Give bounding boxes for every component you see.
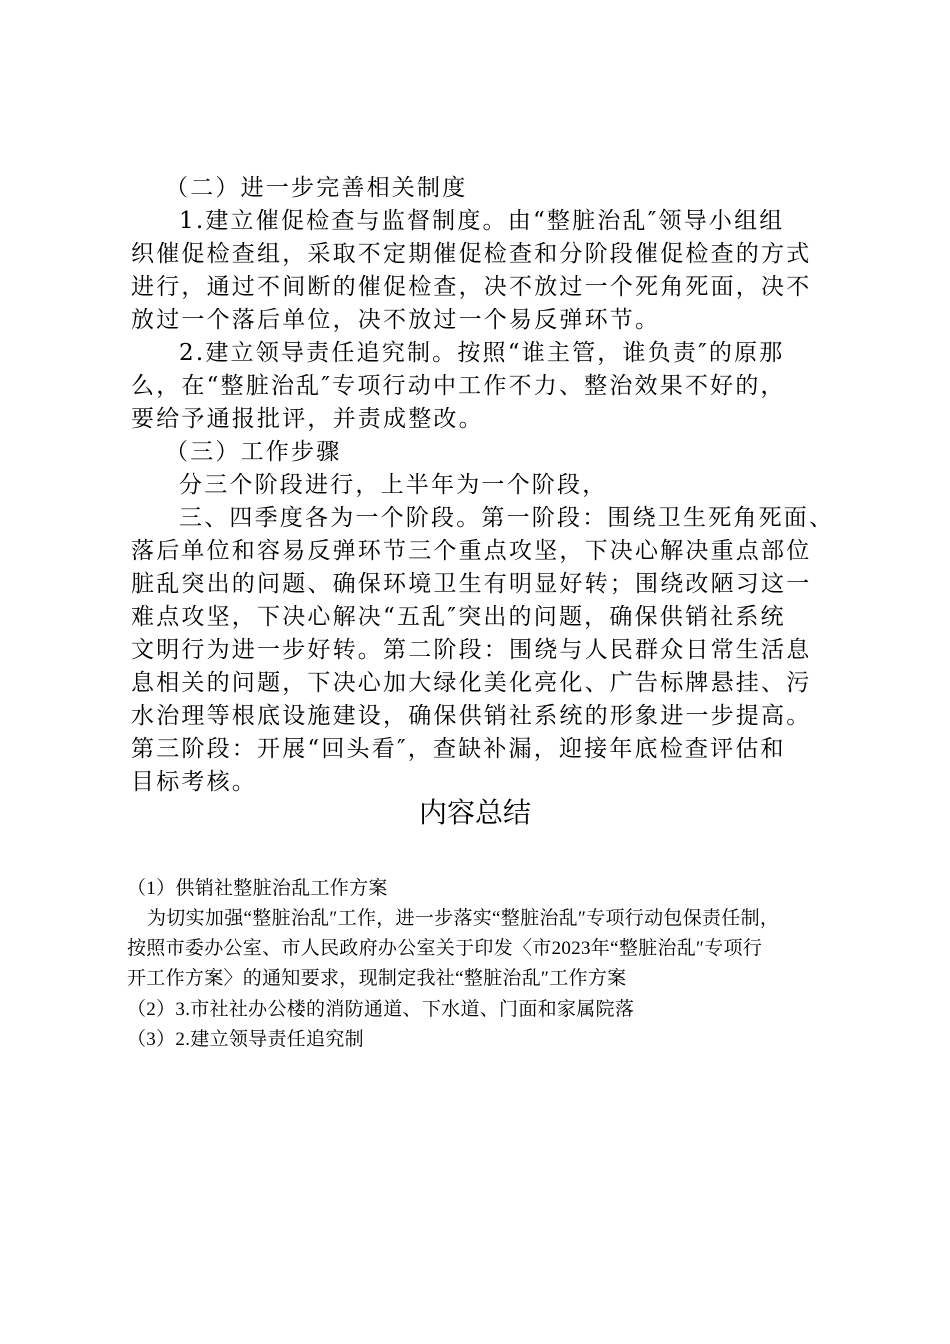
section-heading-two: （二）进一步完善相关制度 <box>165 175 468 201</box>
body-line: 织催促检查组，采取不定期催促检查和分阶段催促检查的方式 <box>131 241 812 267</box>
body-line: 三、四季度各为一个阶段。第一阶段：围绕卫生死角死面、 <box>179 505 835 531</box>
section-heading-three: （三）工作步骤 <box>165 439 342 465</box>
body-line: 分三个阶段进行，上半年为一个阶段， <box>179 472 608 498</box>
summary-item: （2）3.市社社办公楼的消防通道、下水道、门面和家属院落 <box>127 999 635 1020</box>
body-line: 2.建立领导责任追究制。按照“谁主管，谁负责″的原那 <box>179 340 785 366</box>
summary-item: （1）供销社整脏治乱工作方案 <box>127 878 388 899</box>
summary-item-text: 按照市委办公室、市人民政府办公室关于印发〈市2023年“整脏治乱″专项行 <box>127 938 763 959</box>
body-line: 脏乱突出的问题、确保环境卫生有明显好转；围绕改陋习这一 <box>131 571 812 597</box>
body-line: 1.建立催促检查与监督制度。由“整脏治乱″领导小组组 <box>179 208 785 234</box>
body-line: 第三阶段：开展“回头看″，查缺补漏，迎接年底检查评估和 <box>131 736 786 762</box>
body-line: 要给予通报批评，并责成整改。 <box>131 406 484 432</box>
summary-item: （3）2.建立领导责任追究制 <box>127 1029 364 1050</box>
body-line: 么，在“整脏治乱″专项行动中工作不力、整治效果不好的， <box>131 373 786 399</box>
body-line: 目标考核。 <box>131 769 257 795</box>
body-line: 落后单位和容易反弹环节三个重点攻坚，下决心解决重点部位 <box>131 538 812 564</box>
body-line: 息相关的问题，下决心加大绿化美化亮化、广告标牌悬挂、污 <box>131 670 812 696</box>
summary-title: 内容总结 <box>418 796 531 829</box>
summary-item-text: 为切实加强“整脏治乱″工作，进一步落实“整脏治乱″专项行动包保责任制， <box>147 908 780 929</box>
body-line: 难点攻坚，下决心解决“五乱″突出的问题，确保供销社系统 <box>131 604 786 630</box>
body-line: 文明行为进一步好转。第二阶段：围绕与人民群众日常生活息 <box>131 637 812 663</box>
body-line: 水治理等根底设施建设，确保供销社系统的形象进一步提高。 <box>131 703 812 729</box>
summary-item-text: 开工作方案〉的通知要求，现制定我社“整脏治乱″工作方案 <box>127 968 627 989</box>
body-line: 放过一个落后单位，决不放过一个易反弹环节。 <box>131 307 661 333</box>
body-line: 进行，通过不间断的催促检查，决不放过一个死角死面，决不 <box>131 274 812 300</box>
